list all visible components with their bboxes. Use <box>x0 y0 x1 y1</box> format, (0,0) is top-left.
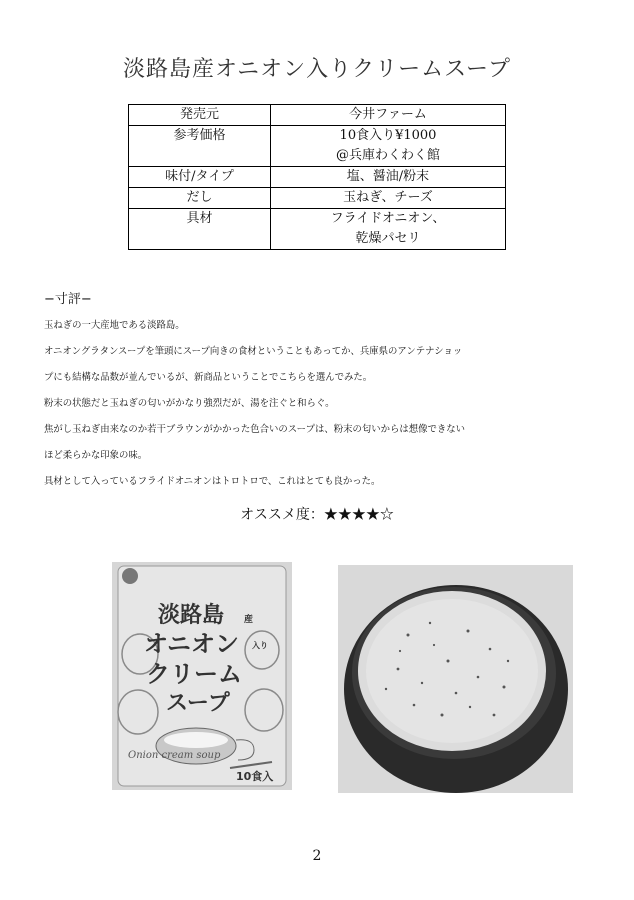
package-photo <box>112 562 292 790</box>
spec-value-line: @兵庫わくわく館 <box>335 148 440 163</box>
spec-value <box>271 167 506 188</box>
spec-value-line: 塩、醤油/粉末 <box>346 169 430 184</box>
page-number: 2 <box>312 848 322 864</box>
bowl-illustration <box>338 565 573 793</box>
review-line: 玉ねぎの一大産地である淡路島。 <box>44 320 185 331</box>
bowl-photo <box>338 565 573 793</box>
spec-key: だし <box>129 188 271 209</box>
spec-row <box>129 209 506 250</box>
spec-value <box>271 105 506 126</box>
review-line: 粉末の状態だと玉ねぎの匂いがかなり強烈だが、湯を注ぐと和らぐ。 <box>44 398 335 409</box>
spec-row <box>129 188 506 209</box>
spec-value-line: 乾燥パセリ <box>355 231 421 246</box>
spec-value <box>271 188 506 209</box>
spec-value-line: 10食入り¥1000 <box>339 128 437 143</box>
package-illustration <box>112 562 292 790</box>
spec-value <box>271 126 506 167</box>
review-line: オニオングラタンスープを筆頭にスープ向きの食材ということもあってか、兵庫県のアンテナショッ <box>44 346 463 357</box>
pkg-name-line-3: クリーム <box>146 660 242 688</box>
spec-table <box>128 104 506 250</box>
spec-row <box>129 105 506 126</box>
review-line: ほど柔らかな印象の味。 <box>44 450 148 461</box>
pkg-name-line-2: オニオン <box>144 630 240 658</box>
spec-value <box>271 209 506 250</box>
page-title: 淡路島産オニオン入りクリームスープ <box>123 57 511 82</box>
pkg-name-line-4: スープ <box>166 691 230 716</box>
pkg-suffix-1: 産 <box>244 615 254 625</box>
pkg-name-line-1: 淡路島 <box>158 603 225 628</box>
pkg-english: Onion cream soup <box>128 750 221 761</box>
spec-key: 味付/タイプ <box>129 167 271 188</box>
section-heading: −寸評− <box>44 292 92 307</box>
pkg-count: 10食入 <box>236 770 274 783</box>
pkg-suffix-2: 入り <box>252 641 268 650</box>
review-line: 焦がし玉ねぎ由来なのか若干ブラウンがかかった色合いのスープは、粉末の匂いからは想像できない <box>44 424 465 435</box>
spec-key: 具材 <box>129 209 271 250</box>
rating: オススメ度：★★★★☆ <box>240 507 394 523</box>
spec-value-line: 今井ファーム <box>349 107 427 122</box>
spec-table-body <box>129 105 506 250</box>
spec-value-line: フライドオニオン、 <box>330 211 446 226</box>
review-line: プにも結構な品数が並んでいるが、新商品ということでこちらを選んでみた。 <box>44 372 373 383</box>
spec-key: 参考価格 <box>129 126 271 167</box>
review-line: 具材として入っているフライドオニオンはトロトロで、これはとても良かった。 <box>44 476 381 487</box>
spec-row <box>129 167 506 188</box>
spec-key: 発売元 <box>129 105 271 126</box>
review-text <box>44 313 596 495</box>
spec-value-line: 玉ねぎ、チーズ <box>343 190 433 205</box>
spec-row <box>129 126 506 167</box>
